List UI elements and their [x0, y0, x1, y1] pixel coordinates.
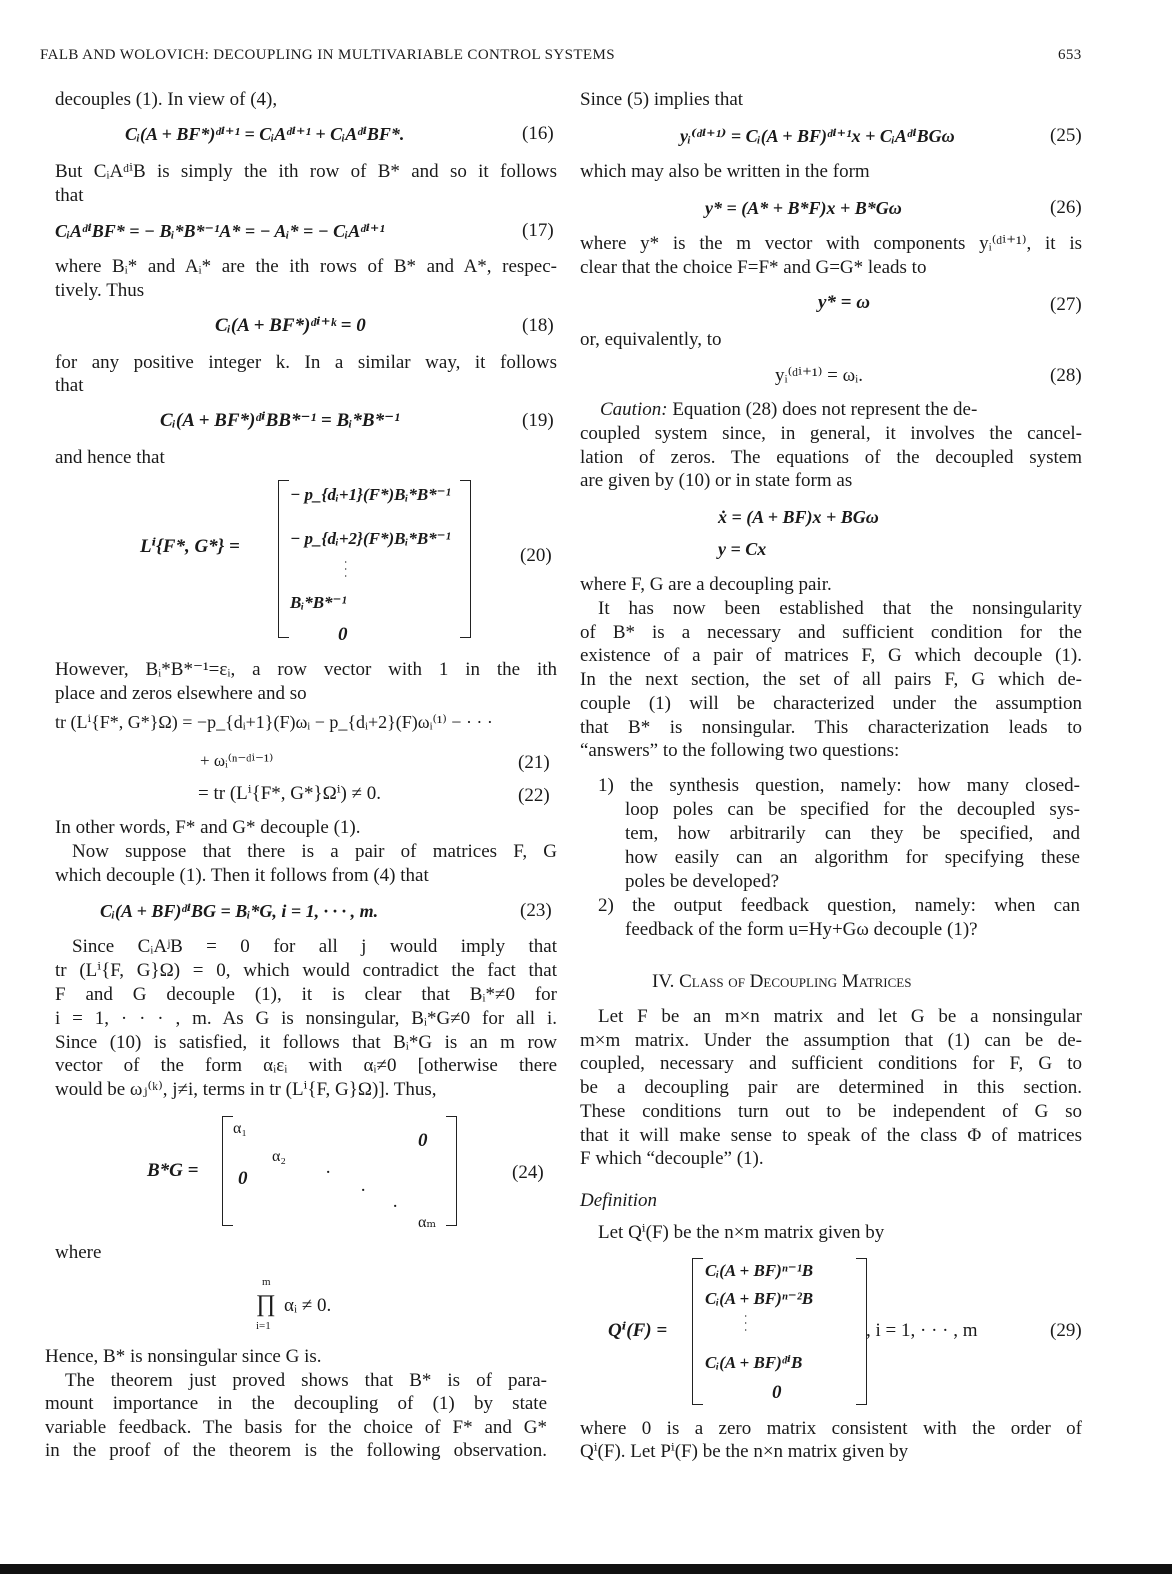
question-2: 2) the output feedback question, namely: when can — [598, 895, 1080, 916]
text-line: The theorem just proved shows that B* is of para- — [65, 1370, 547, 1391]
text-line: that it will make sense to speak of the class Φ of matrices — [580, 1125, 1082, 1146]
text-span: Equation (28) does not represent the de- — [667, 399, 978, 420]
text-line: of B* is a necessary and sufficient condition for the — [580, 622, 1082, 643]
matrix-row: 0 — [772, 1382, 782, 1403]
equation-number: (23) — [520, 900, 552, 921]
text-line: Now suppose that there is a pair of matrices F, G — [72, 841, 557, 862]
text-line: where 0 is a zero matrix consistent with the order of — [580, 1418, 1082, 1439]
text-line: for any positive integer k. In a similar way, it follows — [55, 352, 557, 373]
text-line: Hence, B* is nonsingular since G is. — [45, 1346, 322, 1367]
scan-border — [0, 1564, 1172, 1574]
text-line: variable feedback. The basis for the choice of F* and G* — [45, 1417, 547, 1438]
equation-16: Cᵢ(A + BF*)ᵈⁱ⁺¹ = CᵢAᵈⁱ⁺¹ + CᵢAᵈⁱBF*. — [125, 124, 405, 144]
state-equation-2: y = Cx — [718, 539, 767, 559]
text-line: which decouple (1). Then it follows from (4) that — [55, 865, 429, 886]
matrix-row: 0 — [338, 624, 348, 645]
text-line: In other words, F* and G* decouple (1). — [55, 817, 361, 838]
definition-heading: Definition — [580, 1190, 658, 1211]
matrix-row: − p_{dᵢ+2}(F*)Bᵢ*B*⁻¹ — [290, 529, 451, 548]
matrix-entry: 0 — [238, 1168, 248, 1189]
text-line: In the next section, the set of all pairs F, G which de- — [580, 669, 1082, 690]
text-line: which may also be written in the form — [580, 161, 870, 182]
right-bracket — [446, 1116, 457, 1226]
equation-28: yᵢ⁽ᵈⁱ⁺¹⁾ = ωᵢ. — [775, 365, 863, 386]
text-line: where — [55, 1242, 102, 1263]
text-line: tr (Lⁱ{F, G}Ω) = 0, which would contradict the fact that — [55, 960, 557, 981]
text-line: i = 1, · · · , m. As G is nonsingular, Bᵢ*G≠0 for all i. — [55, 1008, 557, 1029]
equation-23: Cᵢ(A + BF)ᵈⁱBG = Bᵢ*G, i = 1, · · · , m. — [100, 901, 379, 921]
matrix-entry: α₁ — [233, 1120, 247, 1137]
text-line: and hence that — [55, 447, 165, 468]
text-line: where Bᵢ* and Aᵢ* are the ith rows of B* and A*, respec- — [55, 256, 557, 277]
equation-number: (19) — [522, 410, 554, 431]
text-line: in the proof of the theorem is the following observation. — [45, 1440, 547, 1461]
question-1-cont: how easily can an algorithm for specifying these — [625, 847, 1080, 868]
text-line: Let Qⁱ(F) be the n×m matrix given by — [598, 1222, 885, 1243]
matrix-entry: αₘ — [418, 1214, 437, 1231]
text-line: F and G decouple (1), it is clear that Bᵢ*≠0 for — [55, 984, 557, 1005]
text-line: clear that the choice F=F* and G=G* leads to — [580, 257, 927, 278]
equation-26: y* = (A* + B*F)x + B*Gω — [705, 198, 902, 218]
text-line: However, Bᵢ*B*⁻¹=εᵢ, a row vector with 1 in the ith — [55, 659, 557, 680]
equation-number: (24) — [512, 1162, 544, 1183]
text-line — [600, 399, 1082, 421]
question-2-cont: feedback of the form u=Hy+Gω decouple (1)? — [625, 919, 978, 940]
equation-number: (16) — [522, 123, 554, 144]
text-line: These conditions turn out to be independent of G so — [580, 1101, 1082, 1122]
left-bracket — [278, 480, 289, 638]
matrix-lhs: Qⁱ(F) = — [608, 1320, 668, 1341]
text-line: that — [55, 185, 84, 206]
matrix-lhs: B*G = — [147, 1160, 199, 1181]
question-1: 1) the synthesis question, namely: how many closed- — [598, 775, 1080, 796]
matrix-dot: · — [325, 1162, 332, 1183]
running-header: FALB AND WOLOVICH: DECOUPLING IN MULTIVARIABLE CONTROL SYSTEMS — [40, 47, 615, 63]
text-line: that — [55, 375, 84, 396]
equation-number: (21) — [518, 752, 550, 773]
page-number: 653 — [1058, 47, 1082, 63]
matrix-vdots: · · · — [739, 1314, 753, 1332]
text-line: coupled, necessary and sufficient conditions for F, G to — [580, 1053, 1082, 1074]
text-line: F which “decouple” (1). — [580, 1148, 764, 1169]
product-upper: m — [262, 1276, 271, 1288]
equation-number: (29) — [1050, 1320, 1082, 1341]
matrix-entry: 0 — [418, 1130, 428, 1151]
equation-number: (20) — [520, 545, 552, 566]
equation-number: (26) — [1050, 197, 1082, 218]
product-lower: i=1 — [256, 1320, 271, 1332]
text-line: mount importance in the decoupling of (1) by state — [45, 1393, 547, 1414]
equation-17: CᵢAᵈⁱBF* = − Bᵢ*B*⁻¹A* = − Aᵢ* = − CᵢAᵈⁱ⁺¹ — [55, 221, 385, 241]
matrix-entry: α₂ — [272, 1148, 286, 1165]
caution-label: Caution: — [600, 399, 668, 420]
equation-25: yᵢ⁽ᵈⁱ⁺¹⁾ = Cᵢ(A + BF)ᵈⁱ⁺¹x + CᵢAᵈⁱBGω — [680, 126, 955, 146]
equation-27: y* = ω — [818, 292, 870, 313]
text-line: place and zeros elsewhere and so — [55, 683, 307, 704]
equation-number: (27) — [1050, 294, 1082, 315]
text-line: Since CᵢAʲB = 0 for all j would imply that — [72, 936, 557, 957]
right-bracket — [460, 480, 471, 638]
matrix-row: − p_{dᵢ+1}(F*)Bᵢ*B*⁻¹ — [290, 485, 451, 504]
text-line: m×m matrix. Under the assumption that (1) can be de- — [580, 1030, 1082, 1051]
text-line: where y* is the m vector with components yᵢ⁽ᵈⁱ⁺¹⁾, it is — [580, 233, 1082, 254]
equation-21-line1: tr (Lⁱ{F*, G*}Ω) = −p_{dᵢ+1}(F)ωᵢ − p_{dᵢ+2}(F)ωᵢ⁽¹⁾ − · · · — [55, 712, 493, 732]
text-line: Since (5) implies that — [580, 89, 744, 110]
text-line: that B* is nonsingular. This characterization leads to — [580, 717, 1082, 738]
equation-number: (17) — [522, 220, 554, 241]
text-line: Let F be an m×n matrix and let G be a nonsingular — [598, 1006, 1082, 1027]
text-line: “answers” to the following two questions: — [580, 740, 900, 761]
equation-number: (22) — [518, 785, 550, 806]
matrix-row: Cᵢ(A + BF)ᵈⁱB — [705, 1353, 803, 1372]
left-bracket — [222, 1116, 233, 1226]
text-line: coupled system since, in general, it involves the cancel- — [580, 423, 1082, 444]
question-1-cont: tem, how arbitrarily can they be specified, and — [625, 823, 1080, 844]
state-equation-1: ẋ = (A + BF)x + BGω — [718, 507, 879, 527]
section-heading: IV. Class of Decoupling Matrices — [652, 971, 912, 992]
text-line: Qⁱ(F). Let Pⁱ(F) be the n×n matrix given by — [580, 1441, 909, 1462]
matrix-dot: · — [392, 1196, 399, 1217]
product-symbol: ∏ — [256, 1291, 276, 1317]
text-line: tively. Thus — [55, 280, 145, 301]
text-line: existence of a pair of matrices F, G which decouple (1). — [580, 645, 1082, 666]
question-1-cont: loop poles can be specified for the decoupled sys- — [625, 799, 1080, 820]
matrix-row: Bᵢ*B*⁻¹ — [290, 593, 347, 612]
index-range: , i = 1, · · · , m — [866, 1320, 978, 1341]
text-line: couple (1) will be characterized under the assumption — [580, 693, 1082, 714]
matrix-row: Cᵢ(A + BF)ⁿ⁻¹B — [705, 1261, 814, 1280]
equation-number: (25) — [1050, 125, 1082, 146]
text-line: lation of zeros. The equations of the decoupled system — [580, 447, 1082, 468]
text-line: It has now been established that the nonsingularity — [598, 598, 1082, 619]
left-bracket — [692, 1258, 703, 1405]
equation-19: Cᵢ(A + BF*)ᵈⁱBB*⁻¹ = Bᵢ*B*⁻¹ — [160, 410, 400, 431]
text-line: would be ωⱼ⁽ᵏ⁾, j≠i, terms in tr (Lⁱ{F, G}Ω)]. Thus, — [55, 1079, 437, 1100]
matrix-vdots: · · · — [339, 560, 353, 578]
equation-22: = tr (Lⁱ{F*, G*}Ωⁱ) ≠ 0. — [198, 783, 382, 804]
text-line: Since (10) is satisfied, it follows that Bᵢ*G is an m row — [55, 1032, 557, 1053]
text-line: be a decoupling pair are determined in this section. — [580, 1077, 1082, 1098]
question-1-cont: poles be developed? — [625, 871, 780, 892]
product-body: αᵢ ≠ 0. — [284, 1295, 332, 1316]
text-line: where F, G are a decoupling pair. — [580, 574, 832, 595]
equation-number: (28) — [1050, 365, 1082, 386]
equation-number: (18) — [522, 315, 554, 336]
text-line: or, equivalently, to — [580, 329, 722, 350]
matrix-row: Cᵢ(A + BF)ⁿ⁻²B — [705, 1289, 814, 1308]
equation-21-line2: + ωᵢ⁽ⁿ⁻ᵈⁱ⁻¹⁾ — [200, 751, 274, 770]
matrix-dot: · — [360, 1180, 367, 1201]
matrix-lhs: Lⁱ{F*, G*} = — [140, 536, 240, 557]
text-line: But CᵢAᵈⁱB is simply the ith row of B* and so it follows — [55, 161, 557, 182]
text-line: vector of the form αᵢεᵢ with αᵢ≠0 [otherwise there — [55, 1055, 557, 1076]
text-line: decouples (1). In view of (4), — [55, 89, 278, 110]
text-line: are given by (10) or in state form as — [580, 470, 853, 491]
equation-18: Cᵢ(A + BF*)ᵈⁱ⁺ᵏ = 0 — [215, 315, 366, 336]
